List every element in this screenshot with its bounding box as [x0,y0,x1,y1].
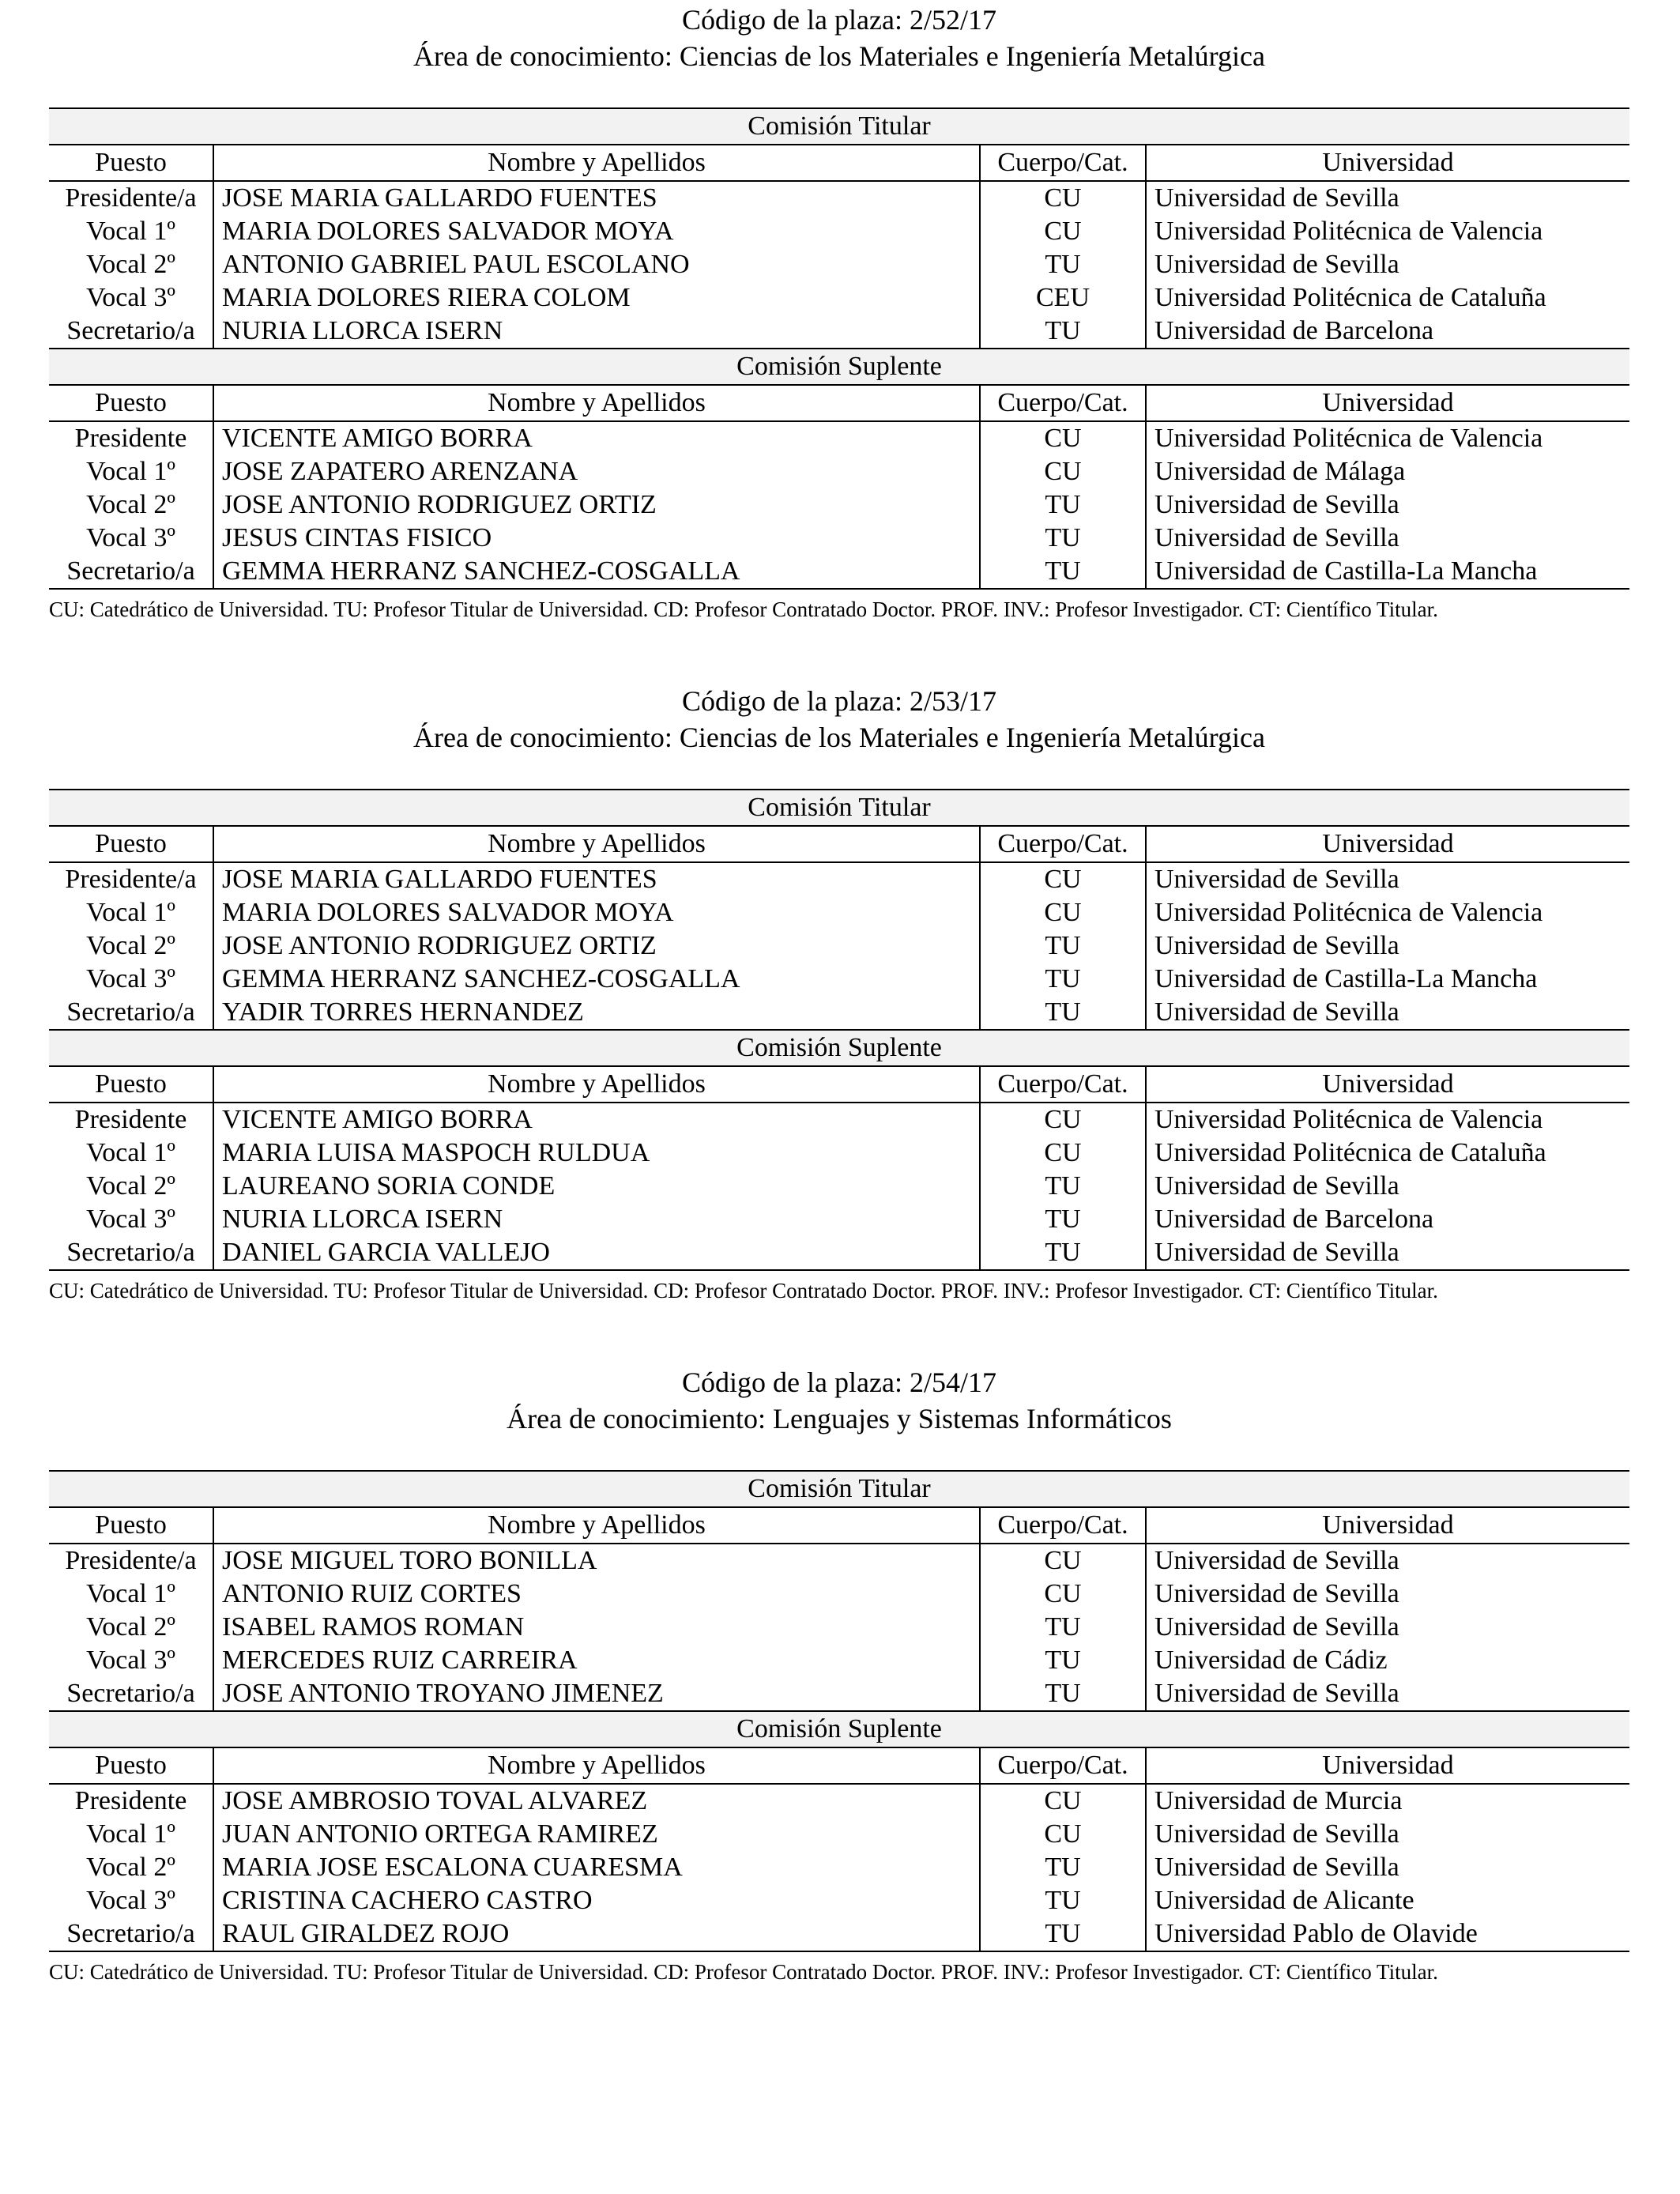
header-puesto: Puesto [49,1507,213,1544]
cell-nombre: MARIA DOLORES RIERA COLOM [213,281,980,315]
cell-universidad: Universidad de Sevilla [1146,1851,1629,1884]
cell-universidad: Universidad de Sevilla [1146,248,1629,281]
cell-puesto: Presidente/a [65,1546,197,1575]
table-row [49,1677,1629,1711]
cell-nombre: LAUREANO SORIA CONDE [213,1170,980,1203]
titular-label: Comisión Titular [49,108,1629,145]
table-row [49,522,1629,555]
cell-cuerpo: TU [980,315,1146,349]
plaza-code: Código de la plaza: 2/52/17 [682,4,996,36]
cell-nombre: JOSE MARIA GALLARDO FUENTES [213,181,980,215]
cell-cuerpo: TU [980,1203,1146,1236]
header-universidad: Universidad [1146,145,1629,181]
column-headers [49,1066,1629,1103]
header-cuerpo: Cuerpo/Cat. [980,826,1146,862]
table-row [49,963,1629,996]
table-row [49,929,1629,963]
cell-universidad: Universidad Pablo de Olavide [1146,1917,1629,1951]
cell-universidad: Universidad de Alicante [1146,1884,1629,1917]
cell-cuerpo: CU [980,1544,1146,1578]
table-row [49,1544,1629,1578]
column-headers [49,1507,1629,1544]
commission-table [49,789,1629,1271]
cell-puesto: Presidente [74,424,187,453]
table-row [49,1611,1629,1644]
cell-universidad: Universidad de Sevilla [1146,1236,1629,1270]
cell-universidad: Universidad de Sevilla [1146,488,1629,522]
cell-puesto: Presidente [74,1105,187,1134]
table-row [49,455,1629,488]
header-cuerpo: Cuerpo/Cat. [980,1507,1146,1544]
cell-nombre: NURIA LLORCA ISERN [213,1203,980,1236]
table-row [49,862,1629,896]
cell-universidad: Universidad Politécnica de Valencia [1146,896,1629,929]
titular-label: Comisión Titular [49,790,1629,826]
header-universidad: Universidad [1146,1507,1629,1544]
cell-cuerpo: CU [980,1103,1146,1137]
cell-cuerpo: TU [980,1611,1146,1644]
table-row [49,1851,1629,1884]
cell-puesto: Secretario/a [66,316,195,345]
column-headers [49,826,1629,862]
plaza-area: Área de conocimiento: Lenguajes y Sistemas Informáticos [507,1403,1172,1434]
cell-cuerpo: TU [980,1236,1146,1270]
plaza-code: Código de la plaza: 2/53/17 [682,685,996,717]
table-row [49,1137,1629,1170]
cell-nombre: MARIA JOSE ESCALONA CUARESMA [213,1851,980,1884]
cell-nombre: MARIA DOLORES SALVADOR MOYA [213,215,980,248]
cell-puesto: Vocal 2º [86,1171,175,1201]
cell-nombre: JUAN ANTONIO ORTEGA RAMIREZ [213,1818,980,1851]
cell-cuerpo: TU [980,1644,1146,1677]
cell-puesto: Vocal 3º [86,1886,175,1915]
cell-cuerpo: TU [980,1884,1146,1917]
table-row [49,555,1629,589]
cell-nombre: MARIA DOLORES SALVADOR MOYA [213,896,980,929]
cell-cuerpo: CU [980,215,1146,248]
cell-puesto: Vocal 3º [86,964,175,993]
cell-universidad: Universidad de Sevilla [1146,996,1629,1030]
cell-cuerpo: TU [980,929,1146,963]
header-cuerpo: Cuerpo/Cat. [980,385,1146,421]
cell-nombre: ISABEL RAMOS ROMAN [213,1611,980,1644]
cell-cuerpo: TU [980,1917,1146,1951]
abbreviation-legend: CU: Catedrático de Universidad. TU: Profesor Titular de Universidad. CD: Profesor Contratado Doctor. PROF. INV.: Profesor Investigador. CT: Científico Titular. [49,1960,1438,1984]
cell-puesto: Vocal 2º [86,250,175,279]
titular-label: Comisión Titular [49,1471,1629,1507]
table-row [49,1170,1629,1203]
plaza-code: Código de la plaza: 2/54/17 [682,1367,996,1398]
cell-universidad: Universidad de Sevilla [1146,862,1629,896]
table-row [49,1784,1629,1818]
header-puesto: Puesto [49,826,213,862]
cell-universidad: Universidad de Cádiz [1146,1644,1629,1677]
table-row [49,996,1629,1030]
cell-cuerpo: CU [980,1784,1146,1818]
cell-cuerpo: CU [980,1578,1146,1611]
header-universidad: Universidad [1146,826,1629,862]
cell-universidad: Universidad de Sevilla [1146,1677,1629,1711]
plaza-heading [49,1364,1629,1437]
titular-band [49,1471,1629,1507]
table-row [49,1818,1629,1851]
cell-nombre: DANIEL GARCIA VALLEJO [213,1236,980,1270]
table-row [49,248,1629,281]
cell-universidad: Universidad de Barcelona [1146,1203,1629,1236]
cell-puesto: Vocal 1º [86,1579,175,1608]
cell-puesto: Vocal 1º [86,898,175,927]
cell-universidad: Universidad de Sevilla [1146,522,1629,555]
table-row [49,488,1629,522]
cell-nombre: VICENTE AMIGO BORRA [213,421,980,455]
cell-universidad: Universidad de Sevilla [1146,181,1629,215]
cell-nombre: ANTONIO GABRIEL PAUL ESCOLANO [213,248,980,281]
cell-universidad: Universidad de Sevilla [1146,929,1629,963]
cell-universidad: Universidad de Málaga [1146,455,1629,488]
cell-universidad: Universidad Politécnica de Cataluña [1146,281,1629,315]
column-headers [49,1747,1629,1784]
cell-nombre: YADIR TORRES HERNANDEZ [213,996,980,1030]
cell-universidad: Universidad de Sevilla [1146,1170,1629,1203]
suplente-band [49,1030,1629,1066]
abbreviation-legend: CU: Catedrático de Universidad. TU: Profesor Titular de Universidad. CD: Profesor Contratado Doctor. PROF. INV.: Profesor Investigador. CT: Científico Titular. [49,598,1438,621]
cell-universidad: Universidad Politécnica de Cataluña [1146,1137,1629,1170]
suplente-band [49,1711,1629,1747]
column-headers [49,385,1629,421]
header-puesto: Puesto [49,1066,213,1103]
header-puesto: Puesto [49,385,213,421]
cell-cuerpo: TU [980,555,1146,589]
header-cuerpo: Cuerpo/Cat. [980,1066,1146,1103]
plaza-heading [49,2,1629,74]
column-headers [49,145,1629,181]
cell-puesto: Vocal 2º [86,1853,175,1882]
cell-nombre: JESUS CINTAS FISICO [213,522,980,555]
cell-cuerpo: CU [980,455,1146,488]
table-row [49,1203,1629,1236]
cell-nombre: ANTONIO RUIZ CORTES [213,1578,980,1611]
cell-nombre: CRISTINA CACHERO CASTRO [213,1884,980,1917]
cell-puesto: Presidente [74,1786,187,1815]
cell-puesto: Secretario/a [49,555,213,589]
table-row [49,281,1629,315]
header-nombre: Nombre y Apellidos [213,385,980,421]
cell-puesto: Vocal 3º [86,283,175,312]
commission-table [49,1470,1629,1952]
cell-cuerpo: CEU [980,281,1146,315]
cell-puesto: Vocal 3º [86,1204,175,1234]
cell-universidad: Universidad de Sevilla [1146,1818,1629,1851]
cell-cuerpo: TU [980,996,1146,1030]
cell-universidad: Universidad de Castilla-La Mancha [1146,963,1629,996]
cell-nombre: JOSE ZAPATERO ARENZANA [213,455,980,488]
cell-nombre: GEMMA HERRANZ SANCHEZ-COSGALLA [213,555,980,589]
cell-puesto: Vocal 2º [86,1612,175,1642]
header-cuerpo: Cuerpo/Cat. [980,145,1146,181]
cell-puesto: Vocal 1º [86,217,175,246]
cell-nombre: JOSE MARIA GALLARDO FUENTES [213,862,980,896]
table-row [49,315,1629,349]
cell-puesto: Presidente/a [65,183,197,213]
cell-nombre: JOSE ANTONIO RODRIGUEZ ORTIZ [213,488,980,522]
cell-puesto: Vocal 1º [86,457,175,486]
table-row [49,896,1629,929]
cell-cuerpo: TU [980,1677,1146,1711]
header-nombre: Nombre y Apellidos [213,1066,980,1103]
cell-nombre: VICENTE AMIGO BORRA [213,1103,980,1137]
header-puesto: Puesto [49,145,213,181]
cell-universidad: Universidad de Barcelona [1146,315,1629,349]
cell-cuerpo: TU [980,1170,1146,1203]
table-row [49,181,1629,215]
cell-nombre: MERCEDES RUIZ CARREIRA [213,1644,980,1677]
table-row [49,1917,1629,1951]
cell-nombre: JOSE AMBROSIO TOVAL ALVAREZ [213,1784,980,1818]
table-row [49,1884,1629,1917]
cell-cuerpo: TU [980,248,1146,281]
cell-nombre: JOSE MIGUEL TORO BONILLA [213,1544,980,1578]
titular-band [49,108,1629,145]
suplente-label: Comisión Suplente [49,1711,1629,1747]
header-cuerpo: Cuerpo/Cat. [980,1747,1146,1784]
cell-puesto: Vocal 2º [86,931,175,960]
header-nombre: Nombre y Apellidos [213,145,980,181]
table-row [49,1103,1629,1137]
header-universidad: Universidad [1146,385,1629,421]
table-row [49,1644,1629,1677]
table-row [49,215,1629,248]
header-nombre: Nombre y Apellidos [213,1747,980,1784]
cell-puesto: Presidente/a [65,865,197,894]
cell-puesto: Secretario/a [49,1917,213,1951]
cell-universidad: Universidad de Sevilla [1146,1611,1629,1644]
cell-cuerpo: CU [980,896,1146,929]
cell-nombre: JOSE ANTONIO RODRIGUEZ ORTIZ [213,929,980,963]
cell-puesto: Vocal 3º [86,1646,175,1675]
cell-nombre: NURIA LLORCA ISERN [213,315,980,349]
cell-puesto: Secretario/a [49,1236,213,1270]
plaza-area: Área de conocimiento: Ciencias de los Materiales e Ingeniería Metalúrgica [413,722,1265,753]
cell-puesto: Secretario/a [66,997,195,1027]
cell-puesto: Vocal 1º [86,1138,175,1167]
cell-nombre: MARIA LUISA MASPOCH RULDUA [213,1137,980,1170]
commission-table [49,107,1629,590]
cell-puesto: Vocal 1º [86,1819,175,1849]
cell-puesto: Vocal 2º [86,490,175,519]
table-row [49,1236,1629,1270]
cell-cuerpo: TU [980,522,1146,555]
header-nombre: Nombre y Apellidos [213,826,980,862]
suplente-label: Comisión Suplente [49,1030,1629,1066]
cell-cuerpo: CU [980,862,1146,896]
cell-universidad: Universidad Politécnica de Valencia [1146,1103,1629,1137]
cell-puesto: Vocal 3º [86,523,175,552]
cell-universidad: Universidad de Sevilla [1146,1544,1629,1578]
cell-puesto: Secretario/a [66,1679,195,1708]
titular-band [49,790,1629,826]
header-puesto: Puesto [49,1747,213,1784]
cell-nombre: RAUL GIRALDEZ ROJO [213,1917,980,1951]
cell-cuerpo: TU [980,488,1146,522]
cell-universidad: Universidad de Sevilla [1146,1578,1629,1611]
table-row [49,421,1629,455]
header-universidad: Universidad [1146,1747,1629,1784]
plaza-heading [49,683,1629,756]
cell-cuerpo: CU [980,1137,1146,1170]
cell-nombre: GEMMA HERRANZ SANCHEZ-COSGALLA [213,963,980,996]
cell-universidad: Universidad de Murcia [1146,1784,1629,1818]
cell-universidad: Universidad Politécnica de Valencia [1146,421,1629,455]
header-universidad: Universidad [1146,1066,1629,1103]
table-row [49,1578,1629,1611]
cell-cuerpo: TU [980,963,1146,996]
suplente-label: Comisión Suplente [49,349,1629,385]
abbreviation-legend: CU: Catedrático de Universidad. TU: Profesor Titular de Universidad. CD: Profesor Contratado Doctor. PROF. INV.: Profesor Investigador. CT: Científico Titular. [49,1279,1438,1302]
cell-cuerpo: TU [980,1851,1146,1884]
cell-nombre: JOSE ANTONIO TROYANO JIMENEZ [213,1677,980,1711]
cell-cuerpo: CU [980,421,1146,455]
cell-cuerpo: CU [980,1818,1146,1851]
plaza-area: Área de conocimiento: Ciencias de los Materiales e Ingeniería Metalúrgica [413,40,1265,72]
header-nombre: Nombre y Apellidos [213,1507,980,1544]
cell-universidad: Universidad de Castilla-La Mancha [1146,555,1629,589]
cell-universidad: Universidad Politécnica de Valencia [1146,215,1629,248]
suplente-band [49,349,1629,385]
cell-cuerpo: CU [980,181,1146,215]
